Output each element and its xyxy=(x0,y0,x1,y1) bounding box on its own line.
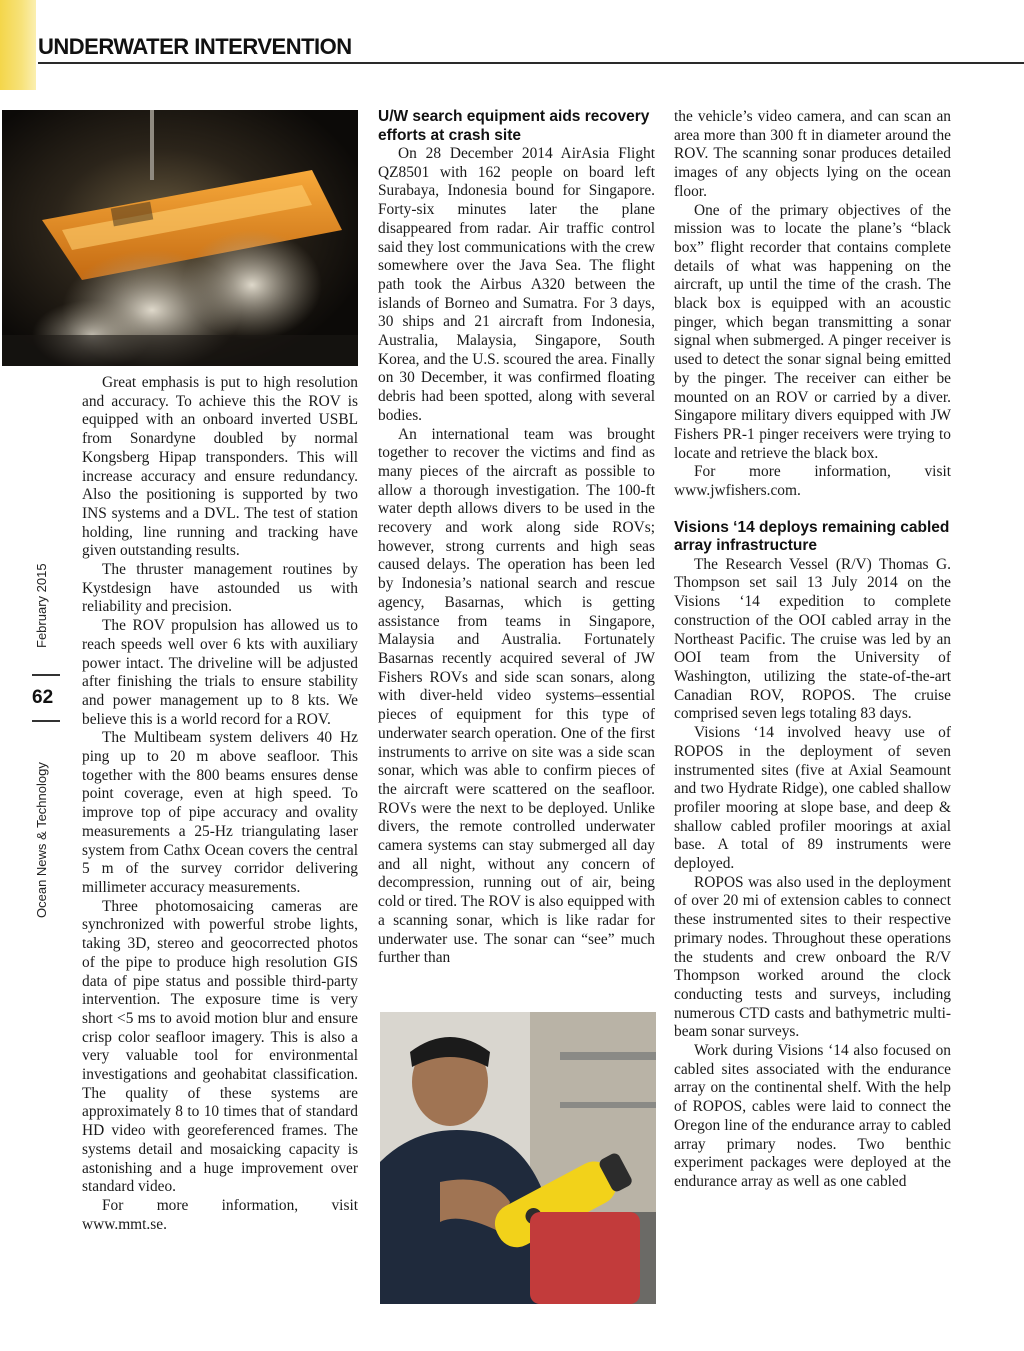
paragraph: The Research Vessel (R/V) Thomas G. Thompson set sail 13 July 2014 on the Visions ‘14 expedition to complete construction of the OOI cabled array in the Northeast Pacific. The cruise was led by an OOI team from the University of Washington, utilizing the state-of-the-art Canadian ROV, ROPOS. The cruise comprised seven legs totaling 83 days. xyxy=(674,555,951,723)
magazine-name: Ocean News & Technology xyxy=(34,762,49,918)
paragraph: For more information, visit www.jwfishers.com. xyxy=(674,463,951,500)
paragraph: Work during Visions ‘14 also focused on cabled sites associated with the endurance array on the continental shelf. With the help of ROPOS, cables were laid to connect the Oregon line of the endurance array to cabled array primary nodes. Two benthic experiment packages were deployed at the endurance array as well as one cabled xyxy=(674,1042,951,1190)
issue-date: February 2015 xyxy=(34,563,49,648)
section-accent-bar xyxy=(0,0,36,90)
pinger-receiver-photo xyxy=(380,1012,656,1304)
divider xyxy=(32,674,60,676)
article-headline: U/W search equipment aids recovery efforts at crash site xyxy=(378,108,650,144)
paragraph: Three photomosaicing cameras are synchronized with powerful strobe lights, taking 3D, stereo and geocorrected photos of the pipe to produce high resolution GIS data of pipe status and possible third-party intervention. The exposure time is very short <5 ms to avoid motion blur and ensure crisp color seafloor imagery. This is also a very valuable tool for environmental investigations and geohabitat classification. The quality of these systems are approximately 8 to 10 times that of standard HD video with georeferenced frames. The systems detail and mosaicking capacity is astonishing and a huge improvement over standard video. xyxy=(82,897,358,1196)
paragraph: The Multibeam system delivers 40 Hz ping up to 20 m above seafloor. This together with the 800 beams ensures dense point coverage, even at high speed. To improve top of pipe accuracy and ovality measurements a 25-Hz triangulating laser system from Cathx Ocean covers the central 5 m of the survey corridor delivering millimeter accuracy measurements. xyxy=(82,729,358,896)
article-headline: Visions ‘14 deploys remaining cabled array infrastructure xyxy=(674,518,950,555)
page-number: 62 xyxy=(32,687,54,708)
section-title: UNDERWATER INTERVENTION xyxy=(38,34,352,59)
column-2 xyxy=(378,108,655,968)
paragraph: One of the primary objectives of the mission was to locate the plane’s “black box” flight recorder that contains complete details of what was happening on the aircraft, up until the time of the crash. The black box is equipped with an acoustic pinger, which began transmitting a sonar signal when submerged. A pinger receiver is used to detect the sonar signal being emitted by the pinger. The receiver can either be mounted on an ROV or carried by a diver. Singapore military divers equipped with JW Fishers PR-1 pinger receivers were trying to locate and retrieve the black box. xyxy=(674,201,951,462)
paragraph: For more information, visit www.mmt.se. xyxy=(82,1196,358,1233)
paragraph: The ROV propulsion has allowed us to reach speeds well over 6 kts with auxiliary power intact. The driveline will be adjusted after finishing the trials to ensure stability and power management up to 8 kts. We believe this is a world record for a ROV. xyxy=(82,617,358,728)
page-footer-sidebar xyxy=(8,548,84,928)
paragraph: Visions ‘14 involved heavy use of ROPOS in the deployment of seven instrumented sites (five at Axial Seamount and two Hydrate Ridge), one cabled shallow profiler mooring at slope base, and deep & shallow cabled profiler moorings at axial base. A total of 89 instruments were deployed. xyxy=(674,724,951,873)
paragraph: An international team was brought together to recover the victims and find as many pieces of the aircraft as possible to allow a thorough investigation. The 100-ft water depth allows divers to be used in the recovery and work along side ROVs; however, strong currents and high seas caused delays. The operation has been led by Indonesia’s national search and rescue agency, Basarnas, which is getting assistance from teams in Singapore, Malaysia and Australia. Fortunately Basarnas recently acquired several of JW Fishers ROVs and side scan sonars, along with diver-held video systems–essential pieces of equipment for this type of underwater search operation. One of the first instruments to arrive on site was a side scan sonar, which was able to confirm pieces of the aircraft were scattered on the seafloor. ROVs were the next to be deployed. Unlike divers, the remote controlled underwater camera systems can stay submerged all day and all night, without any concern of decompression, running out of air, being cold or tired. The ROV is also equipped with a scanning sonar, which is like radar for underwater use. The sonar can “see” much further than xyxy=(378,425,655,967)
paragraph: The thruster management routines by Kystdesign have astounded us with reliability and precision. xyxy=(82,561,358,616)
column-1 xyxy=(82,374,358,1234)
rov-photo xyxy=(2,110,358,366)
paragraph: ROPOS was also used in the deployment of over 20 mi of extension cables to connect these instrumented sites to their respective primary nodes. Throughout these operations the students and crew onboard the R/V Thompson worked around the clock conducting tests and surveys, including numerous CTD casts and bathymetric multi-beam sonar surveys. xyxy=(674,873,951,1041)
header-rule xyxy=(38,62,1024,64)
paragraph: Great emphasis is put to high resolution and accuracy. To achieve this the ROV is equipped with an onboard inverted USBL from Sonardyne doubled by normal Kongsberg Hipap transponders. This will increase accuracy and ensure redundancy. Also the positioning is supported by two INS systems and a DVL. The test of station holding, line running and tracking have given outstanding results. xyxy=(82,374,358,560)
paragraph: the vehicle’s video camera, and can scan an area more than 300 ft in diameter around the ROV. The scanning sonar produces detailed images of any objects lying on the ocean floor. xyxy=(674,108,951,200)
column-3 xyxy=(674,108,951,1192)
divider xyxy=(32,720,60,722)
paragraph: On 28 December 2014 AirAsia Flight QZ8501 with 162 people on board left Surabaya, Indonesia bound for Singapore. Forty-six minutes later the plane disappeared from radar. Air traffic control said they lost communications with the crew somewhere over the Java Sea. The flight path took the Airbus A320 between the islands of Borneo and Sumatra. For 3 days, 30 ships and 21 aircraft from Indonesia, Australia, Malaysia, Singapore, South Korea, and the U.S. scoured the area. Finally on 30 December, it was confirmed floating debris had been spotted, along with several bodies. xyxy=(378,145,655,424)
